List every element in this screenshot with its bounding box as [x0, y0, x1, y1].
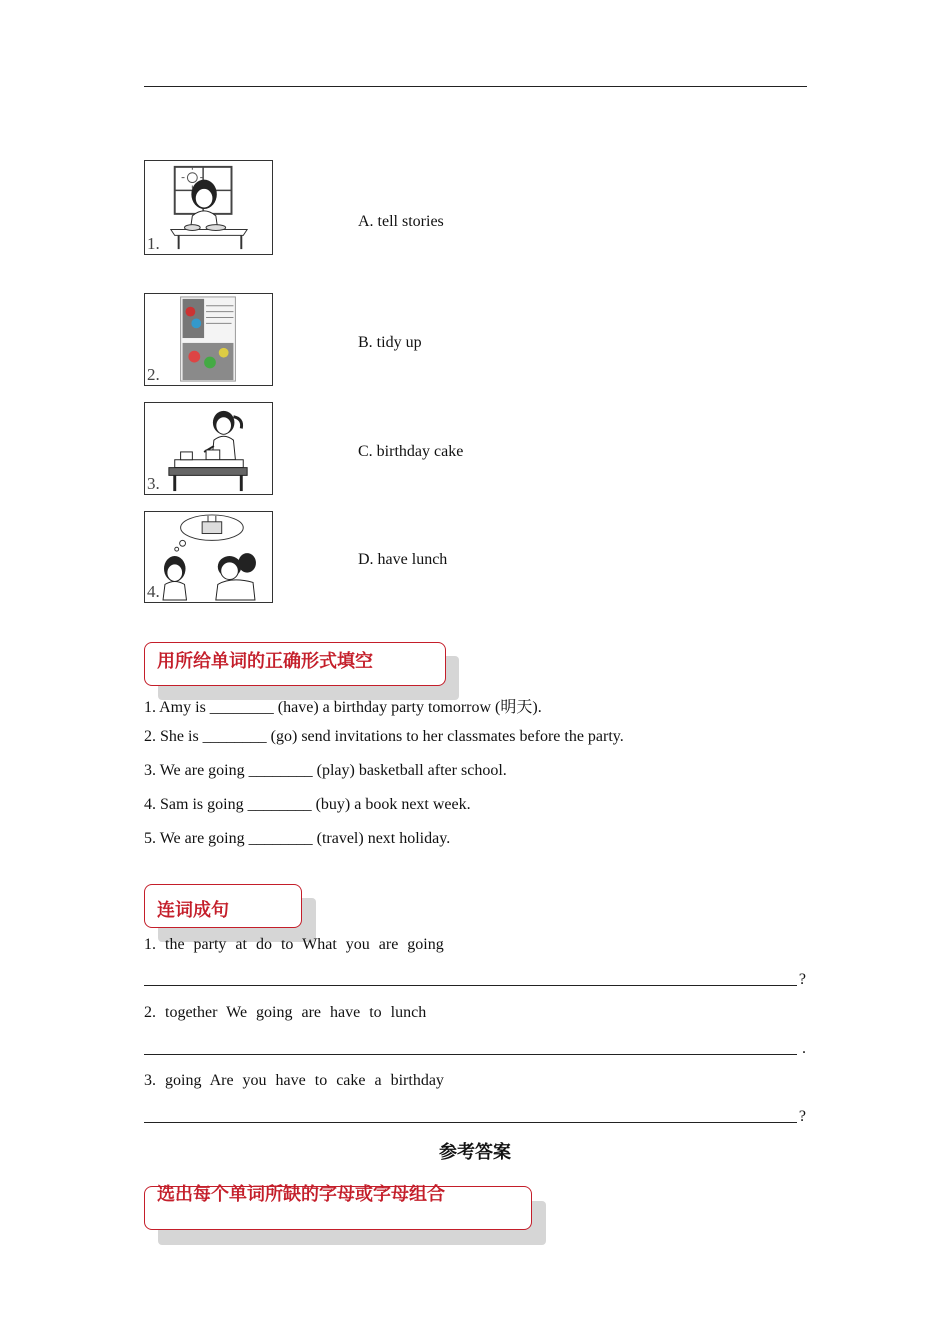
end-punctuation: ? [798, 1108, 806, 1125]
girl-eating-illustration [145, 161, 272, 254]
order-item-1-words: 1. the party at do to What you are going [144, 936, 444, 953]
fill-item-2: 2. She is ________ (go) send invitations to her classmates before the party. [144, 728, 624, 745]
answer-line-2[interactable] [144, 1038, 806, 1058]
section-title: 连词成句 [157, 900, 229, 921]
underline [144, 1054, 797, 1055]
answer-line-3[interactable] [144, 1106, 806, 1126]
underline [144, 985, 797, 986]
picture-number: 1. [147, 234, 160, 253]
option-d: D. have lunch [358, 551, 448, 568]
option-c: C. birthday cake [358, 443, 464, 460]
option-b: B. tidy up [358, 334, 422, 351]
section-title: 选出每个单词所缺的字母或字母组合 [157, 1184, 445, 1205]
section-title: 用所给单词的正确形式填空 [157, 651, 373, 672]
order-item-3-words: 3. going Are you have to cake a birthday [144, 1072, 444, 1089]
section-header-fill-blanks [144, 642, 464, 702]
picture-number: 3. [147, 474, 160, 493]
picture-number: 2. [147, 365, 160, 384]
order-item-2-words: 2. together We going are have to lunch [144, 1004, 427, 1021]
picture-2-tell-stories [144, 293, 273, 386]
section-header-missing-letters [144, 1186, 554, 1248]
picture-4-birthday-cake [144, 511, 273, 603]
answer-line-1[interactable] [144, 969, 806, 989]
picture-1-have-lunch [144, 160, 273, 255]
picture-number: 4. [147, 582, 160, 601]
girl-tidying-illustration [145, 403, 272, 494]
end-punctuation: . [802, 1040, 806, 1057]
picture-3-tidy-up [144, 402, 273, 495]
option-a: A. tell stories [358, 213, 444, 230]
header-rule [144, 86, 807, 87]
fill-item-3: 3. We are going ________ (play) basketball after school. [144, 762, 507, 779]
end-punctuation: ? [798, 971, 806, 988]
fill-item-1: 1. Amy is ________ (have) a birthday party tomorrow (明天). [144, 699, 542, 716]
fill-item-5: 5. We are going ________ (travel) next holiday. [144, 830, 451, 847]
birthday-cake-illustration [145, 512, 272, 602]
fill-item-4: 4. Sam is going ________ (buy) a book next week. [144, 796, 471, 813]
answers-heading: 参考答案 [439, 1142, 511, 1163]
underline [144, 1122, 797, 1123]
storybook-illustration [145, 294, 272, 385]
section-header-word-order [144, 884, 324, 944]
